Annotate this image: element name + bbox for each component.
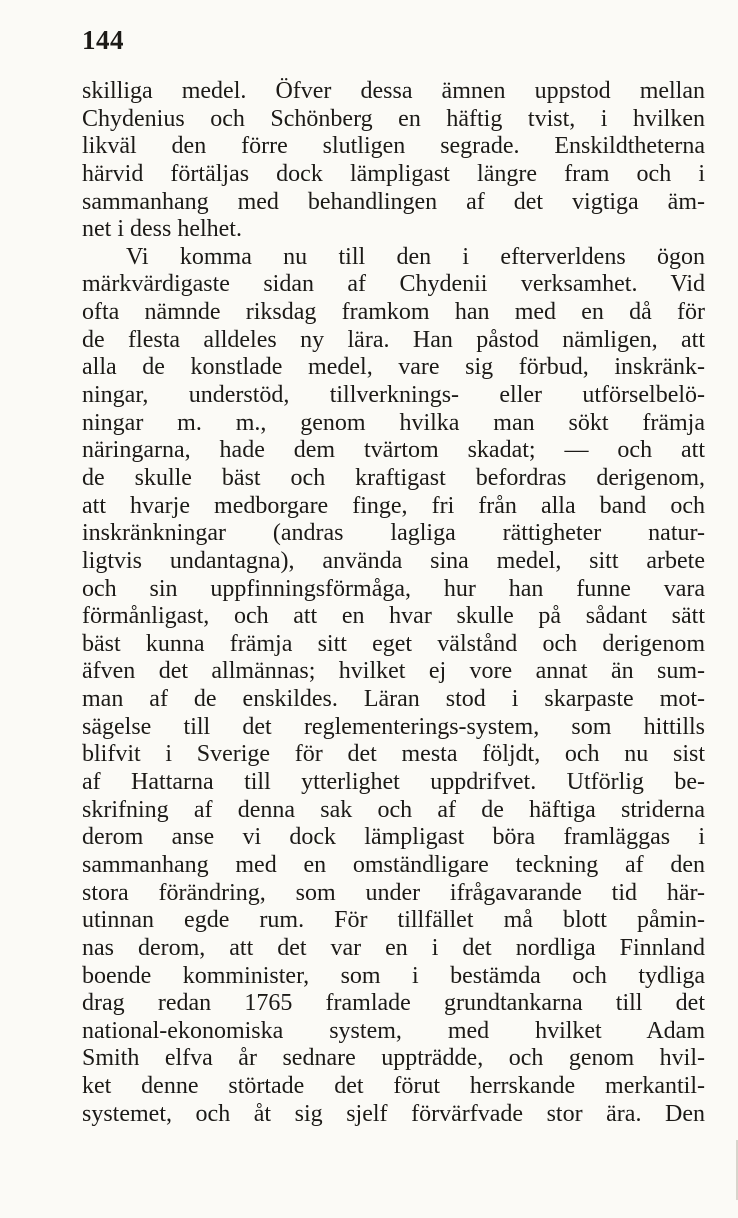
- text-line: Chydenius och Schönberg en häftig tvist, i hvilken: [82, 105, 705, 132]
- text-line: härvid förtäljas dock lämpligast längre fram och i: [82, 160, 705, 187]
- text-line: likväl den förre slutligen segrade. Enskildtheterna: [82, 133, 705, 160]
- text-line: man af de enskildes. Läran stod i skarpaste mot-: [82, 686, 705, 713]
- text-line: och sin uppfinningsförmåga, hur han funne vara: [82, 575, 705, 602]
- text-line: alla de konstlade medel, vare sig förbud, inskränk-: [82, 354, 705, 381]
- text-line: systemet, och åt sig sjelf förvärfvade stor ära. Den: [82, 1100, 705, 1127]
- text-line: de skulle bäst och kraftigast befordras derigenom,: [82, 464, 705, 491]
- text-line: nas derom, att det var en i det nordliga Finnland: [82, 934, 705, 961]
- text-line: bäst kunna främja sitt eget välstånd och derigenom: [82, 630, 705, 657]
- text-line: ofta nämnde riksdag framkom han med en då för: [82, 299, 705, 326]
- text-line: ligtvis undantagna), använda sina medel, sitt arbete: [82, 547, 705, 574]
- text-line: näringarna, hade dem tvärtom skadat; — och att: [82, 437, 705, 464]
- text-line: sägelse till det reglementerings-system, som hittills: [82, 713, 705, 740]
- text-line: ningar, understöd, tillverknings- eller utförselbelö-: [82, 382, 705, 409]
- text-line: sammanhang med behandlingen af det vigtiga äm-: [82, 188, 705, 215]
- text-line: national-ekonomiska system, med hvilket Adam: [82, 1017, 705, 1044]
- text-line: skilliga medel. Öfver dessa ämnen uppstod mellan: [82, 78, 705, 104]
- text-line: af Hattarna till ytterlighet uppdrifvet. Utförlig be-: [82, 769, 705, 796]
- text-line: de flesta alldeles ny lära. Han påstod nämligen, att: [82, 326, 705, 353]
- text-line: ningar m. m., genom hvilka man sökt främja: [82, 409, 705, 436]
- text-line: utinnan egde rum. För tillfället må blott påmin-: [82, 907, 705, 934]
- text-line: stora förändring, som under ifrågavarande tid här-: [82, 879, 705, 906]
- page-number: 144: [82, 25, 124, 55]
- text-line: derom anse vi dock lämpligast böra framläggas i: [82, 824, 705, 851]
- text-line-paragraph-start: Vi komma nu till den i efterverldens ögon: [126, 243, 705, 270]
- text-line: drag redan 1765 framlade grundtankarna till det: [82, 990, 705, 1017]
- body-text: [82, 78, 705, 1128]
- text-line: boende komminister, som i bestämda och tydliga: [82, 962, 705, 989]
- text-line: förmånligast, och att en hvar skulle på sådant sätt: [82, 603, 705, 630]
- text-line: blifvit i Sverige för det mesta följdt, och nu sist: [82, 741, 705, 768]
- text-line-paragraph-end: net i dess helhet.: [82, 216, 242, 243]
- text-line: sammanhang med en omständligare teckning af den: [82, 851, 705, 878]
- text-line: skrifning af denna sak och af de häftiga striderna: [82, 796, 705, 823]
- text-line: Smith elfva år sednare uppträdde, och genom hvil-: [82, 1045, 705, 1072]
- text-line: att hvarje medborgare finge, fri från alla band och: [82, 492, 705, 519]
- text-line: inskränkningar (andras lagliga rättigheter natur-: [82, 520, 705, 547]
- text-line: märkvärdigaste sidan af Chydenii verksamhet. Vid: [82, 271, 705, 298]
- text-line: äfven det allmännas; hvilket ej vore annat än sum-: [82, 658, 705, 685]
- text-line: ket denne störtade det förut herrskande merkantil-: [82, 1073, 705, 1100]
